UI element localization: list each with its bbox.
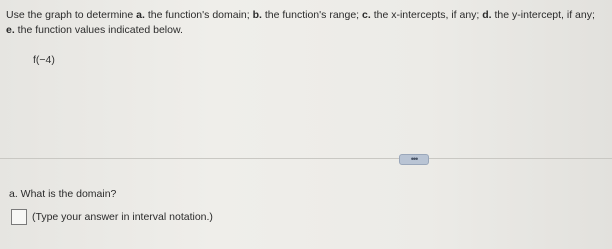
part-d-text: the y-intercept, if any;	[491, 9, 595, 21]
part-c-text: the x-intercepts, if any;	[370, 9, 483, 21]
part-c-marker: c.	[362, 9, 371, 21]
part-e-text: the function values indicated below.	[14, 24, 183, 36]
more-options-button[interactable]	[399, 154, 429, 165]
part-b-text: the function's range;	[261, 9, 363, 21]
part-a-marker: a.	[136, 9, 145, 21]
domain-answer-input[interactable]	[11, 209, 27, 225]
part-e-marker: e.	[6, 24, 15, 36]
part-d-marker: d.	[482, 9, 492, 21]
part-a-text: the function's domain;	[144, 9, 253, 21]
answer-hint: (Type your answer in interval notation.)	[32, 211, 213, 223]
question-intro: Use the graph to determine	[6, 9, 137, 21]
part-b-marker: b.	[252, 9, 262, 21]
answer-row	[11, 209, 213, 225]
function-value-expression: f(−4)	[33, 54, 55, 66]
ellipsis-icon: •••	[410, 154, 418, 164]
question-text	[6, 8, 606, 38]
section-divider	[0, 158, 612, 159]
domain-question: a. What is the domain?	[9, 188, 117, 200]
